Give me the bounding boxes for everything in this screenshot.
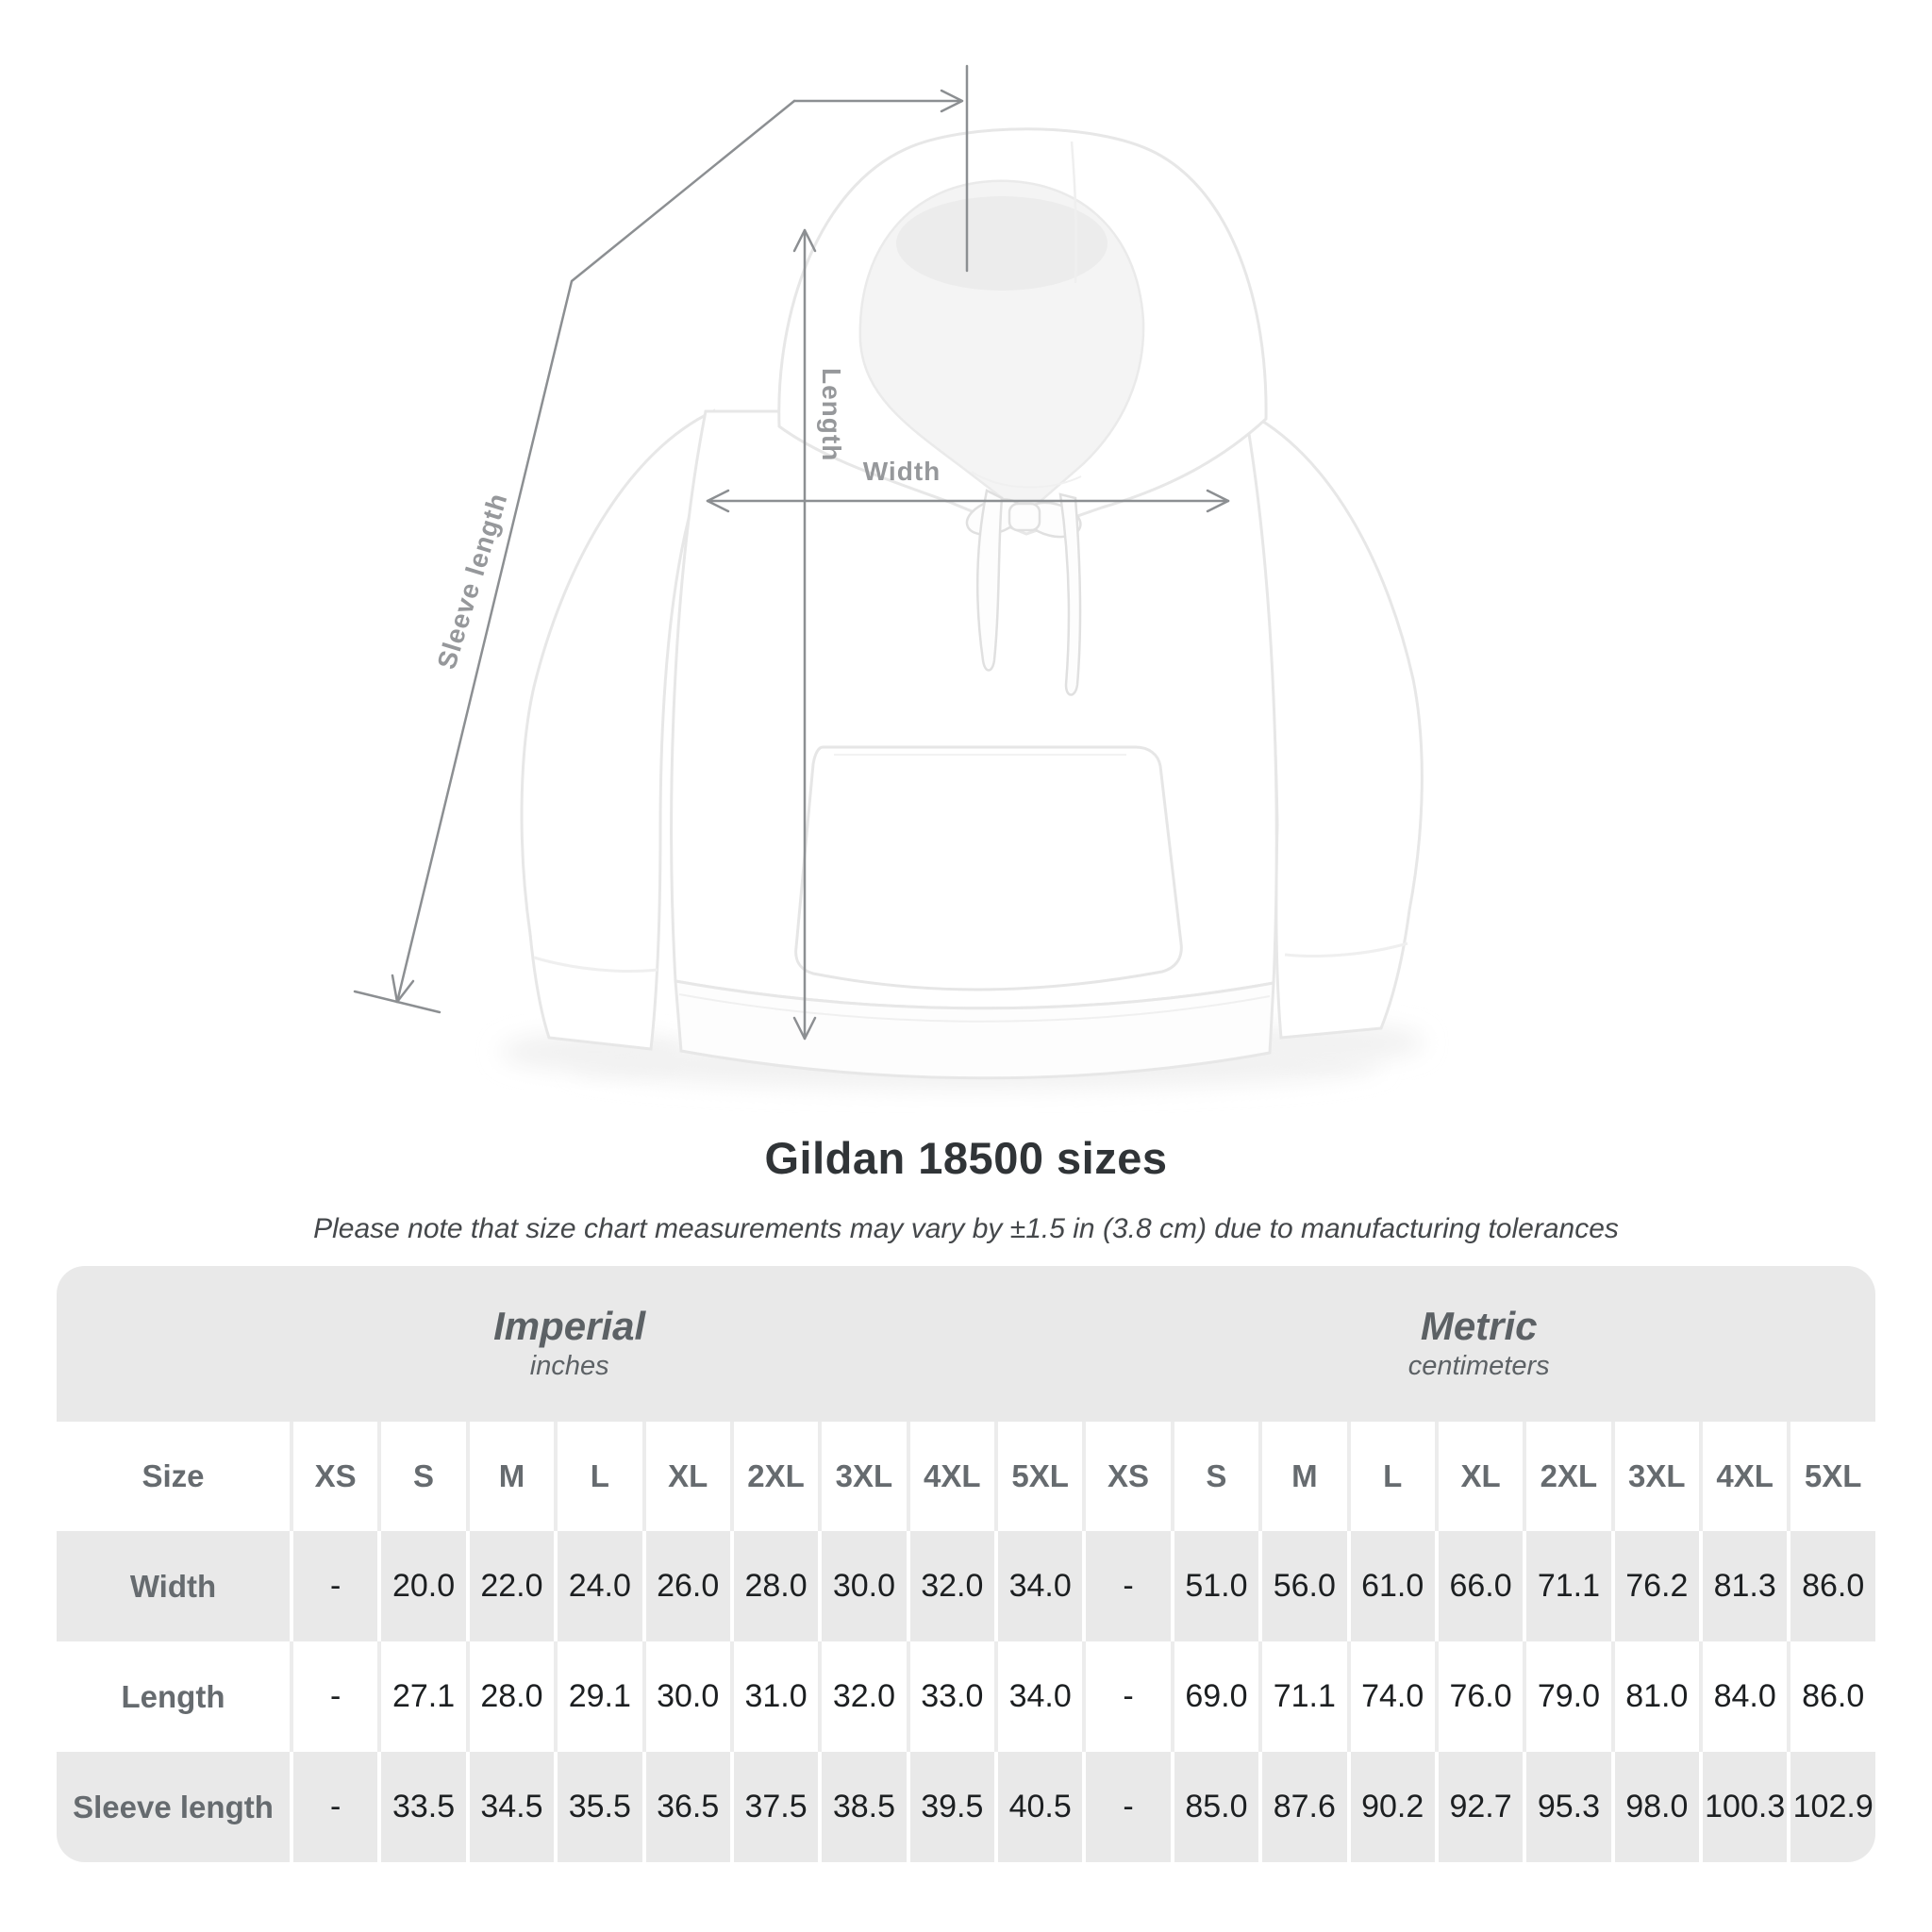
value-cell: 61.0 xyxy=(1347,1531,1435,1641)
size-col-header: XL xyxy=(1435,1422,1523,1531)
size-col-header: 5XL xyxy=(1787,1422,1875,1531)
value-cell: 32.0 xyxy=(818,1641,906,1752)
size-table-grid xyxy=(57,1266,1875,1862)
size-col-header: S xyxy=(1171,1422,1258,1531)
page-subtitle: Please note that size chart measurements may vary by ±1.5 in (3.8 cm) due to manufacturing tolerances xyxy=(313,1213,1619,1244)
table-row xyxy=(57,1531,1875,1641)
value-cell: 28.0 xyxy=(466,1641,554,1752)
row-label: Length xyxy=(57,1641,290,1752)
value-cell: 28.0 xyxy=(730,1531,818,1641)
value-cell: 29.1 xyxy=(554,1641,641,1752)
value-cell: 26.0 xyxy=(642,1531,730,1641)
value-cell: 38.5 xyxy=(818,1752,906,1862)
value-cell: 74.0 xyxy=(1347,1641,1435,1752)
value-cell: 34.0 xyxy=(994,1531,1082,1641)
size-col-header: 2XL xyxy=(1523,1422,1610,1531)
size-column-header: Size xyxy=(57,1422,290,1531)
metric-label: Metric xyxy=(1420,1303,1538,1348)
table-row xyxy=(57,1752,1875,1862)
page-title: Gildan 18500 sizes xyxy=(764,1133,1168,1183)
value-cell: 102.9 xyxy=(1787,1752,1875,1862)
value-cell: 69.0 xyxy=(1171,1641,1258,1752)
value-cell: 20.0 xyxy=(377,1531,465,1641)
value-cell: 86.0 xyxy=(1787,1531,1875,1641)
size-col-header: M xyxy=(466,1422,554,1531)
size-col-header: M xyxy=(1258,1422,1346,1531)
size-table xyxy=(57,1266,1875,1862)
value-cell: 35.5 xyxy=(554,1752,641,1862)
value-cell: 71.1 xyxy=(1523,1531,1610,1641)
value-cell: 34.5 xyxy=(466,1752,554,1862)
size-col-header: XS xyxy=(290,1422,377,1531)
size-header-row xyxy=(57,1422,1875,1531)
value-cell: - xyxy=(290,1641,377,1752)
metric-unit-label: centimeters xyxy=(1407,1350,1550,1381)
value-cell: 90.2 xyxy=(1347,1752,1435,1862)
value-cell: 98.0 xyxy=(1611,1752,1699,1862)
value-cell: 81.3 xyxy=(1699,1531,1787,1641)
size-col-header: 5XL xyxy=(994,1422,1082,1531)
size-col-header: L xyxy=(1347,1422,1435,1531)
value-cell: 22.0 xyxy=(466,1531,554,1641)
imperial-group-header xyxy=(57,1266,1082,1422)
size-col-header: L xyxy=(554,1422,641,1531)
size-col-header: 4XL xyxy=(907,1422,994,1531)
row-label: Sleeve length xyxy=(57,1752,290,1862)
value-cell: 85.0 xyxy=(1171,1752,1258,1862)
size-col-header: S xyxy=(377,1422,465,1531)
size-col-header: 3XL xyxy=(1611,1422,1699,1531)
value-cell: 86.0 xyxy=(1787,1641,1875,1752)
size-col-header: XS xyxy=(1082,1422,1170,1531)
value-cell: 95.3 xyxy=(1523,1752,1610,1862)
value-cell: 76.0 xyxy=(1435,1641,1523,1752)
value-cell: 32.0 xyxy=(907,1531,994,1641)
metric-group-header xyxy=(1082,1266,1875,1422)
value-cell: 100.3 xyxy=(1699,1752,1787,1862)
width-measure-label: Width xyxy=(862,457,941,486)
value-cell: 76.2 xyxy=(1611,1531,1699,1641)
imperial-unit-label: inches xyxy=(529,1350,609,1381)
value-cell: 79.0 xyxy=(1523,1641,1610,1752)
value-cell: - xyxy=(290,1752,377,1862)
row-label: Width xyxy=(57,1531,290,1641)
value-cell: 24.0 xyxy=(554,1531,641,1641)
value-cell: 92.7 xyxy=(1435,1752,1523,1862)
size-col-header: 4XL xyxy=(1699,1422,1787,1531)
value-cell: - xyxy=(290,1531,377,1641)
value-cell: - xyxy=(1082,1641,1170,1752)
hoodie-pocket xyxy=(796,747,1182,990)
size-col-header: XL xyxy=(642,1422,730,1531)
value-cell: 87.6 xyxy=(1258,1752,1346,1862)
value-cell: 30.0 xyxy=(642,1641,730,1752)
size-col-header: 2XL xyxy=(730,1422,818,1531)
value-cell: 30.0 xyxy=(818,1531,906,1641)
value-cell: 81.0 xyxy=(1611,1641,1699,1752)
value-cell: 33.5 xyxy=(377,1752,465,1862)
value-cell: - xyxy=(1082,1752,1170,1862)
value-cell: 27.1 xyxy=(377,1641,465,1752)
size-col-header: 3XL xyxy=(818,1422,906,1531)
unit-header-row xyxy=(57,1266,1875,1422)
value-cell: 71.1 xyxy=(1258,1641,1346,1752)
value-cell: 36.5 xyxy=(642,1752,730,1862)
value-cell: - xyxy=(1082,1531,1170,1641)
length-measure-label: Length xyxy=(817,368,846,462)
value-cell: 66.0 xyxy=(1435,1531,1523,1641)
imperial-label: Imperial xyxy=(493,1303,646,1348)
value-cell: 31.0 xyxy=(730,1641,818,1752)
value-cell: 84.0 xyxy=(1699,1641,1787,1752)
value-cell: 37.5 xyxy=(730,1752,818,1862)
table-row xyxy=(57,1641,1875,1752)
value-cell: 34.0 xyxy=(994,1641,1082,1752)
value-cell: 39.5 xyxy=(907,1752,994,1862)
value-cell: 51.0 xyxy=(1171,1531,1258,1641)
value-cell: 33.0 xyxy=(907,1641,994,1752)
value-cell: 56.0 xyxy=(1258,1531,1346,1641)
sleeve-measure-label: Sleeve length xyxy=(431,489,513,673)
value-cell: 40.5 xyxy=(994,1752,1082,1862)
sleeve-end-tick xyxy=(355,991,440,1012)
